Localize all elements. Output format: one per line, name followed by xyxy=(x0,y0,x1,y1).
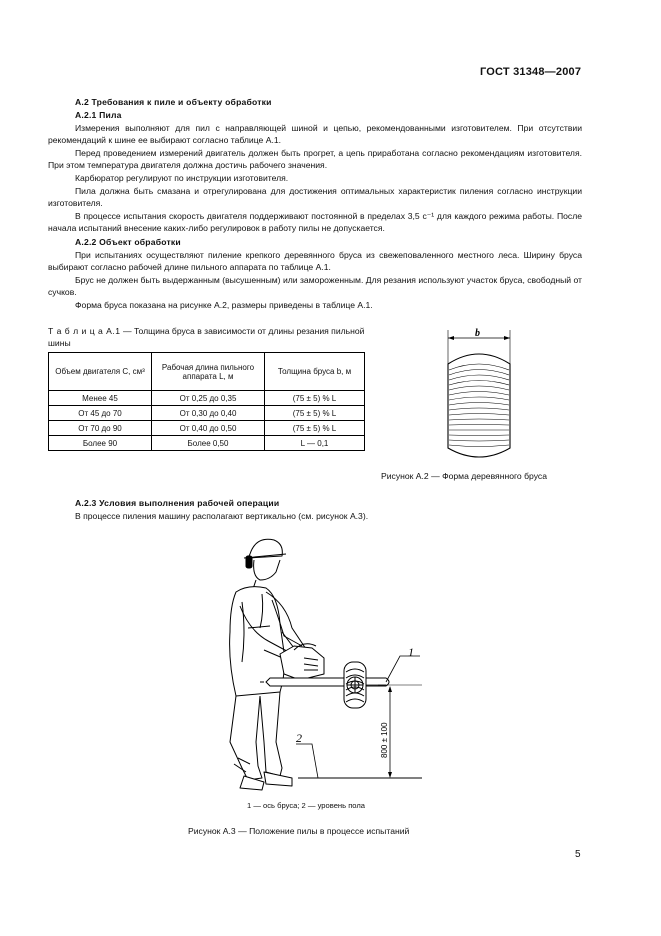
table-caption-text: — Толщина бруса в зависимости от длины резания пильной шины xyxy=(48,326,365,348)
paragraph: Брус не должен быть выдержанным (высушенным) или замороженным. Для резания используют участок бруса, свободный от сучков. xyxy=(48,275,582,297)
table-row xyxy=(49,436,365,451)
table-cell: (75 ± 5) % L xyxy=(265,406,365,421)
standard-number: ГОСТ 31348—2007 xyxy=(480,66,582,78)
figure-a2-caption: Рисунок А.2 — Форма деревянного бруса xyxy=(381,471,547,481)
paragraph: При испытаниях осуществляют пиление крепкого деревянного бруса из свежеповаленного местного леса. Ширину бруса выбирают согласно рабочей длине пильного аппарата по таблице А.1. xyxy=(48,250,582,272)
operator-figure xyxy=(200,532,440,802)
table-cell: (75 ± 5) % L xyxy=(265,391,365,406)
label-1: 1 xyxy=(408,645,414,659)
table-cell: От 0,40 до 0,50 xyxy=(152,421,265,436)
table-cell: Более 0,50 xyxy=(152,436,265,451)
table-header-cell: Объем двигателя C, см³ xyxy=(49,353,152,391)
table-cell: Более 90 xyxy=(49,436,152,451)
table-header-cell: Рабочая длина пильного аппарата L, м xyxy=(152,353,265,391)
paragraph: Пила должна быть смазана и отрегулирована для достижения оптимальных характеристик пиления согласно инструкции изготовителя. xyxy=(48,186,582,208)
label-2: 2 xyxy=(296,731,302,745)
label-b: b xyxy=(475,328,480,339)
paragraph: В процессе пиления машину располагают вертикально (см. рисунок А.3). xyxy=(75,511,369,521)
paragraph: Форма бруса показана на рисунке А.2, размеры приведены в таблице А.1. xyxy=(75,300,373,310)
table-a1 xyxy=(48,352,365,451)
table-cell: L — 0,1 xyxy=(265,436,365,451)
table-cell: От 45 до 70 xyxy=(49,406,152,421)
dimension-label: 800 ± 100 xyxy=(380,722,389,758)
table-cell: От 70 до 90 xyxy=(49,421,152,436)
table-cell: (75 ± 5) % L xyxy=(265,421,365,436)
paragraph: В процессе испытания скорость двигателя поддерживают постоянной в пределах 3,5 с⁻¹ для каждого режима работы. После начала испытаний внесение каких-либо регулировок в работу пилы не допускается. xyxy=(48,211,582,233)
section-a21-title: А.2.1 Пила xyxy=(75,110,122,120)
paragraph: Карбюратор регулируют по инструкции изготовителя. xyxy=(75,173,289,183)
figure-a3-caption: Рисунок А.3 — Положение пилы в процессе испытаний xyxy=(188,826,410,836)
section-a23-title: А.2.3 Условия выполнения рабочей операции xyxy=(75,498,280,508)
table-row xyxy=(49,391,365,406)
table-cell: Менее 45 xyxy=(49,391,152,406)
section-a22-title: А.2.2 Объект обработки xyxy=(75,237,181,247)
section-a2-title: А.2 Требования к пиле и объекту обработки xyxy=(75,97,272,107)
table-header-cell: Толщина бруса b, м xyxy=(265,353,365,391)
table-row xyxy=(49,406,365,421)
paragraph: Измерения выполняют для пил с направляющей шиной и цепью, рекомендованными изготовителем. При отсутствии рекомендаций к шине ее выбирают согласно таблице А.1. xyxy=(48,123,582,145)
beam-figure xyxy=(430,326,530,466)
table-row xyxy=(49,421,365,436)
figure-a3-legend: 1 — ось бруса; 2 — уровень пола xyxy=(247,801,366,810)
table-caption xyxy=(48,325,378,349)
page-number: 5 xyxy=(575,849,581,860)
table-header-row xyxy=(49,353,365,391)
table-caption-prefix: Т а б л и ц а А.1 xyxy=(48,326,121,336)
table-cell: От 0,25 до 0,35 xyxy=(152,391,265,406)
table-cell: От 0,30 до 0,40 xyxy=(152,406,265,421)
paragraph: Перед проведением измерений двигатель должен быть прогрет, а цепь приработана согласно рекомендациям изготовителя. При этом температура двигателя должна достичь рабочего значения. xyxy=(48,148,582,170)
